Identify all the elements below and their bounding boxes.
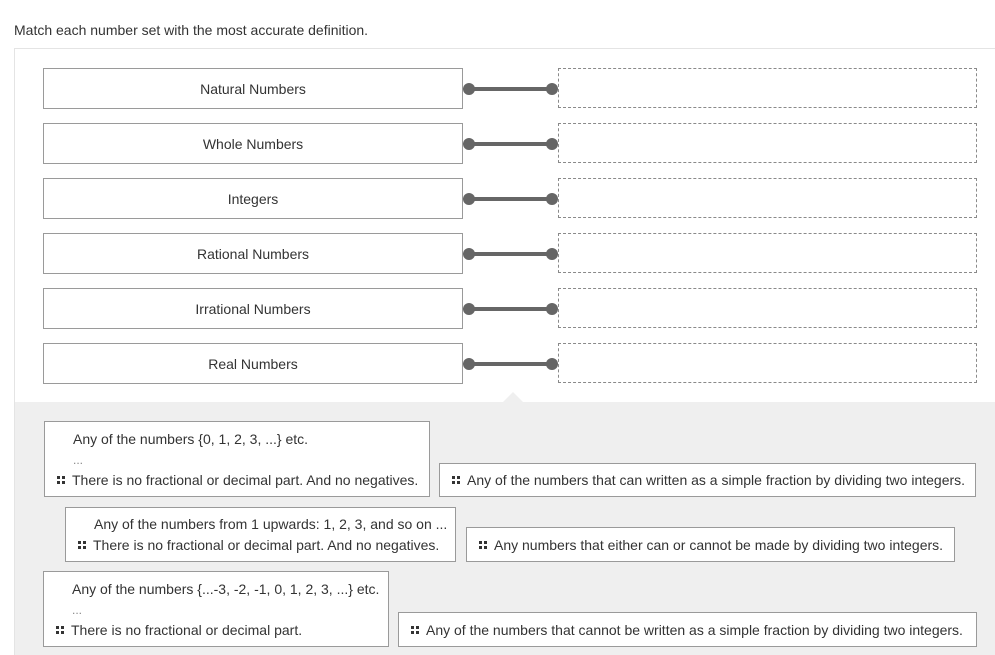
- connector: [463, 248, 558, 260]
- answer-card-integer-definition[interactable]: [43, 571, 389, 647]
- connector: [463, 83, 558, 95]
- term-real-numbers: Real Numbers: [43, 343, 463, 384]
- instruction-text: Match each number set with the most accurate definition.: [14, 22, 369, 38]
- card-text: Any of the numbers {0, 1, 2, 3, ...} etc.: [73, 431, 309, 447]
- card-line: [57, 471, 418, 489]
- connector: [463, 358, 558, 370]
- drag-handle-icon[interactable]: [479, 541, 487, 549]
- drag-handle-icon[interactable]: [57, 476, 65, 484]
- answer-card-natural-definition[interactable]: [65, 507, 456, 562]
- drop-target-irrational-numbers[interactable]: [558, 288, 977, 328]
- answer-card-real-definition[interactable]: [466, 527, 955, 562]
- card-line: [452, 471, 965, 489]
- term-whole-numbers: Whole Numbers: [43, 123, 463, 164]
- connector: [463, 193, 558, 205]
- ellipsis-text: ...: [72, 603, 83, 617]
- card-line: [411, 621, 963, 639]
- card-text: Any numbers that either can or cannot be made by dividing two integers.: [494, 537, 944, 553]
- drag-handle-icon[interactable]: [56, 626, 64, 634]
- card-line: [479, 536, 943, 554]
- term-rational-numbers: Rational Numbers: [43, 233, 463, 274]
- term-natural-numbers: Natural Numbers: [43, 68, 463, 109]
- card-text: There is no fractional or decimal part.: [71, 622, 303, 638]
- answer-card-rational-definition[interactable]: [439, 463, 976, 497]
- card-text: Any of the numbers {...-3, -2, -1, 0, 1, 2, 3, ...} etc.: [72, 581, 380, 597]
- drag-handle-icon[interactable]: [452, 476, 460, 484]
- card-line: [56, 621, 302, 639]
- connector: [463, 303, 558, 315]
- drop-target-integers[interactable]: [558, 178, 977, 218]
- card-text: Any of the numbers that can written as a simple fraction by dividing two integers.: [467, 472, 966, 488]
- card-text: There is no fractional or decimal part. And no negatives.: [72, 472, 419, 488]
- drop-target-natural-numbers[interactable]: [558, 68, 977, 108]
- answer-card-whole-definition[interactable]: [44, 421, 430, 497]
- card-text: Any of the numbers that cannot be written as a simple fraction by dividing two integers.: [426, 622, 963, 638]
- card-text: There is no fractional or decimal part. And no negatives.: [93, 537, 440, 553]
- drop-target-whole-numbers[interactable]: [558, 123, 977, 163]
- term-integers: Integers: [43, 178, 463, 219]
- ellipsis-text: ...: [73, 453, 84, 467]
- drop-target-rational-numbers[interactable]: [558, 233, 977, 273]
- drop-target-real-numbers[interactable]: [558, 343, 977, 383]
- connector: [463, 138, 558, 150]
- drag-handle-icon[interactable]: [411, 626, 419, 634]
- card-line: [78, 536, 439, 554]
- answer-card-irrational-definition[interactable]: [398, 612, 977, 647]
- drag-handle-icon[interactable]: [78, 541, 86, 549]
- card-text: Any of the numbers from 1 upwards: 1, 2, 3, and so on ...: [94, 516, 448, 532]
- term-irrational-numbers: Irrational Numbers: [43, 288, 463, 329]
